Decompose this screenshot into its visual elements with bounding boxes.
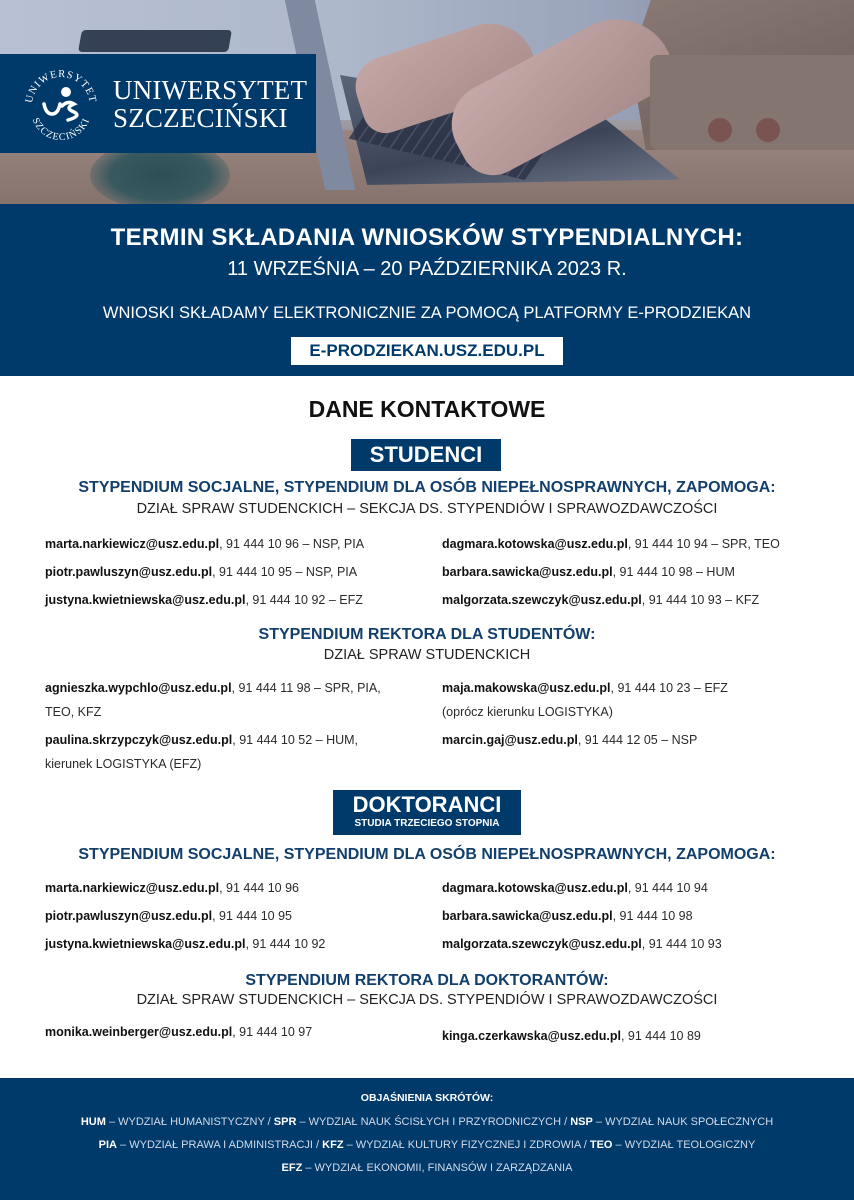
emblem-text-bottom: SZCZECIŃSKI [29, 116, 93, 144]
abbrev-code: SPR [273, 1116, 297, 1128]
abbrev-code: HUM [80, 1116, 106, 1128]
contact-item [442, 904, 693, 928]
contact-item [45, 728, 415, 776]
contact-email[interactable]: justyna.kwietniewska@usz.edu.pl [45, 593, 246, 607]
contact-details: , 91 444 10 96 [219, 881, 299, 895]
doctoral-badge-subtitle: STUDIA TRZECIEGO STOPNIA [354, 818, 500, 829]
abbreviations-footer [0, 1078, 854, 1200]
contact-details: , 91 444 10 92 [245, 937, 326, 951]
contact-item [442, 676, 812, 724]
abbrev-desc: – WYDZIAŁ NAUK ŚCISŁYCH I PRZYRODNICZYCH / [296, 1116, 571, 1128]
contact-email[interactable]: dagmara.kotowska@usz.edu.pl [442, 881, 628, 895]
students-rector-sub: DZIAŁ SPRAW STUDENCKICH [323, 647, 531, 663]
doctoral-rector-heading: STYPENDIUM REKTORA DLA DOKTORANTÓW: [245, 972, 609, 989]
university-logo [0, 54, 316, 153]
contact-item [442, 932, 722, 956]
contact-item [45, 1020, 312, 1044]
svg-text:UNIWERSYTET [24, 69, 98, 104]
contact-item [45, 532, 364, 556]
photo-phone [78, 30, 232, 52]
abbreviations-line [0, 1139, 854, 1151]
doctoral-rector-sub: DZIAŁ SPRAW STUDENCKICH – SEKCJA DS. STYPENDIÓW I SPRAWOZDAWCZOŚCI [136, 992, 718, 1008]
contact-item [442, 532, 780, 556]
university-emblem-icon [22, 60, 100, 148]
contact-details: , 91 444 12 05 – NSP [577, 733, 698, 747]
contact-email[interactable]: barbara.sawicka@usz.edu.pl [442, 909, 613, 923]
contact-details: , 91 444 10 94 [627, 881, 708, 895]
contact-email[interactable]: piotr.pawluszyn@usz.edu.pl [45, 565, 213, 579]
svg-text:SZCZECIŃSKI [30, 116, 93, 143]
contact-item [45, 876, 299, 900]
banner-title: TERMIN SKŁADANIA WNIOSKÓW STYPENDIALNYCH: [110, 224, 744, 251]
university-name [113, 76, 307, 132]
photo-cuff-button [708, 118, 732, 142]
contact-item [442, 560, 735, 584]
contact-item [45, 904, 292, 928]
contact-details-cont: kierunek LOGISTYKA (EFZ) [45, 757, 202, 771]
contact-item [442, 876, 708, 900]
students-social-heading: STYPENDIUM SOCJALNE, STYPENDIUM DLA OSÓB NIEPEŁNOSPRAWNYCH, ZAPOMOGA: [78, 479, 776, 496]
abbrev-code: EFZ [281, 1162, 303, 1174]
students-rector-heading: STYPENDIUM REKTORA DLA STUDENTÓW: [258, 626, 596, 643]
contact-details: , 91 444 10 98 [612, 909, 693, 923]
contact-details: , 91 444 10 95 – NSP, PIA [212, 565, 358, 579]
contact-email[interactable]: dagmara.kotowska@usz.edu.pl [442, 537, 628, 551]
contact-email[interactable]: maja.makowska@usz.edu.pl [442, 681, 611, 695]
contact-item [45, 560, 357, 584]
contact-details: , 91 444 10 93 – KFZ [641, 593, 760, 607]
abbrev-desc: – WYDZIAŁ PRAWA I ADMINISTRACJI / [117, 1139, 323, 1151]
contact-email[interactable]: marcin.gaj@usz.edu.pl [442, 733, 578, 747]
university-name-line2: SZCZECIŃSKI [113, 103, 288, 133]
contact-email[interactable]: monika.weinberger@usz.edu.pl [45, 1025, 233, 1039]
contact-details: , 91 444 10 93 [641, 937, 722, 951]
contact-details: , 91 444 10 95 [212, 909, 293, 923]
contact-details: , 91 444 10 52 – HUM, [232, 733, 359, 747]
contact-item [442, 728, 812, 752]
abbrev-desc: – WYDZIAŁ HUMANISTYCZNY / [105, 1116, 274, 1128]
abbrev-desc: – WYDZIAŁ EKONOMII, FINANSÓW I ZARZĄDZANIA [302, 1162, 573, 1174]
contact-item [45, 588, 363, 612]
contact-item [442, 588, 759, 612]
doctoral-social-heading: STYPENDIUM SOCJALNE, STYPENDIUM DLA OSÓB NIEPEŁNOSPRAWNYCH, ZAPOMOGA: [78, 846, 776, 863]
contact-item [45, 932, 325, 956]
contact-email[interactable]: marta.narkiewicz@usz.edu.pl [45, 881, 220, 895]
banner-dates: 11 WRZEŚNIA – 20 PAŹDZIERNIKA 2023 R. [227, 258, 627, 280]
abbrev-code: NSP [570, 1116, 593, 1128]
contact-email[interactable]: malgorzata.szewczyk@usz.edu.pl [442, 937, 642, 951]
abbrev-code: TEO [589, 1139, 613, 1151]
contact-details: , 91 444 10 96 – NSP, PIA [219, 537, 365, 551]
contacts-title: DANE KONTAKTOWE [308, 396, 546, 422]
students-badge: STUDENCI [351, 439, 501, 471]
university-name-line1: UNIWERSYTET [113, 75, 308, 105]
contact-details: , 91 444 10 94 – SPR, TEO [627, 537, 780, 551]
contact-details: , 91 444 10 23 – EFZ [610, 681, 728, 695]
banner-info: WNIOSKI SKŁADAMY ELEKTRONICZNIE ZA POMOCĄ PLATFORMY E-PRODZIEKAN [102, 304, 752, 322]
abbrev-code: KFZ [322, 1139, 344, 1151]
e-prodziekan-link[interactable]: E-PRODZIEKAN.USZ.EDU.PL [291, 337, 563, 365]
deadline-banner [0, 204, 854, 376]
abbrev-desc: – WYDZIAŁ NAUK SPOŁECZNYCH [592, 1116, 774, 1128]
doctoral-badge-title: DOKTORANCI [352, 792, 502, 817]
contact-item [442, 1024, 701, 1048]
emblem-text-top: UNIWERSYTET [24, 68, 98, 105]
contact-email[interactable]: kinga.czerkawska@usz.edu.pl [442, 1029, 621, 1043]
contact-details: , 91 444 10 89 [620, 1029, 701, 1043]
abbreviations-title: OBJAŚNIENIA SKRÓTÓW: [360, 1092, 494, 1104]
contact-details-cont: (oprócz kierunku LOGISTYKA) [442, 705, 613, 719]
photo-cuff-button [756, 118, 780, 142]
contact-details: , 91 444 10 97 [232, 1025, 313, 1039]
abbrev-desc: – WYDZIAŁ TEOLOGICZNY [612, 1139, 756, 1151]
abbreviations-line [0, 1162, 854, 1174]
contact-details: , 91 444 10 92 – EFZ [245, 593, 363, 607]
abbrev-desc: – WYDZIAŁ KULTURY FIZYCZNEJ I ZDROWIA / [343, 1139, 590, 1151]
contact-email[interactable]: barbara.sawicka@usz.edu.pl [442, 565, 613, 579]
contact-details: , 91 444 11 98 – SPR, PIA, [231, 681, 381, 695]
abbreviations-line [0, 1116, 854, 1128]
contact-details: , 91 444 10 98 – HUM [612, 565, 735, 579]
contact-item [45, 676, 415, 724]
abbrev-code: PIA [98, 1139, 117, 1151]
doctoral-badge [333, 790, 521, 835]
contact-email[interactable]: piotr.pawluszyn@usz.edu.pl [45, 909, 213, 923]
contact-email[interactable]: marta.narkiewicz@usz.edu.pl [45, 537, 220, 551]
contact-email[interactable]: agnieszka.wypchlo@usz.edu.pl [45, 681, 232, 695]
contact-details-cont: TEO, KFZ [45, 705, 102, 719]
contact-email[interactable]: paulina.skrzypczyk@usz.edu.pl [45, 733, 233, 747]
contact-email[interactable]: justyna.kwietniewska@usz.edu.pl [45, 937, 246, 951]
photo-cuff [650, 55, 854, 150]
emblem-monogram: US [61, 120, 63, 121]
students-social-sub: DZIAŁ SPRAW STUDENCKICH – SEKCJA DS. STYPENDIÓW I SPRAWOZDAWCZOŚCI [136, 501, 718, 517]
contact-email[interactable]: malgorzata.szewczyk@usz.edu.pl [442, 593, 642, 607]
